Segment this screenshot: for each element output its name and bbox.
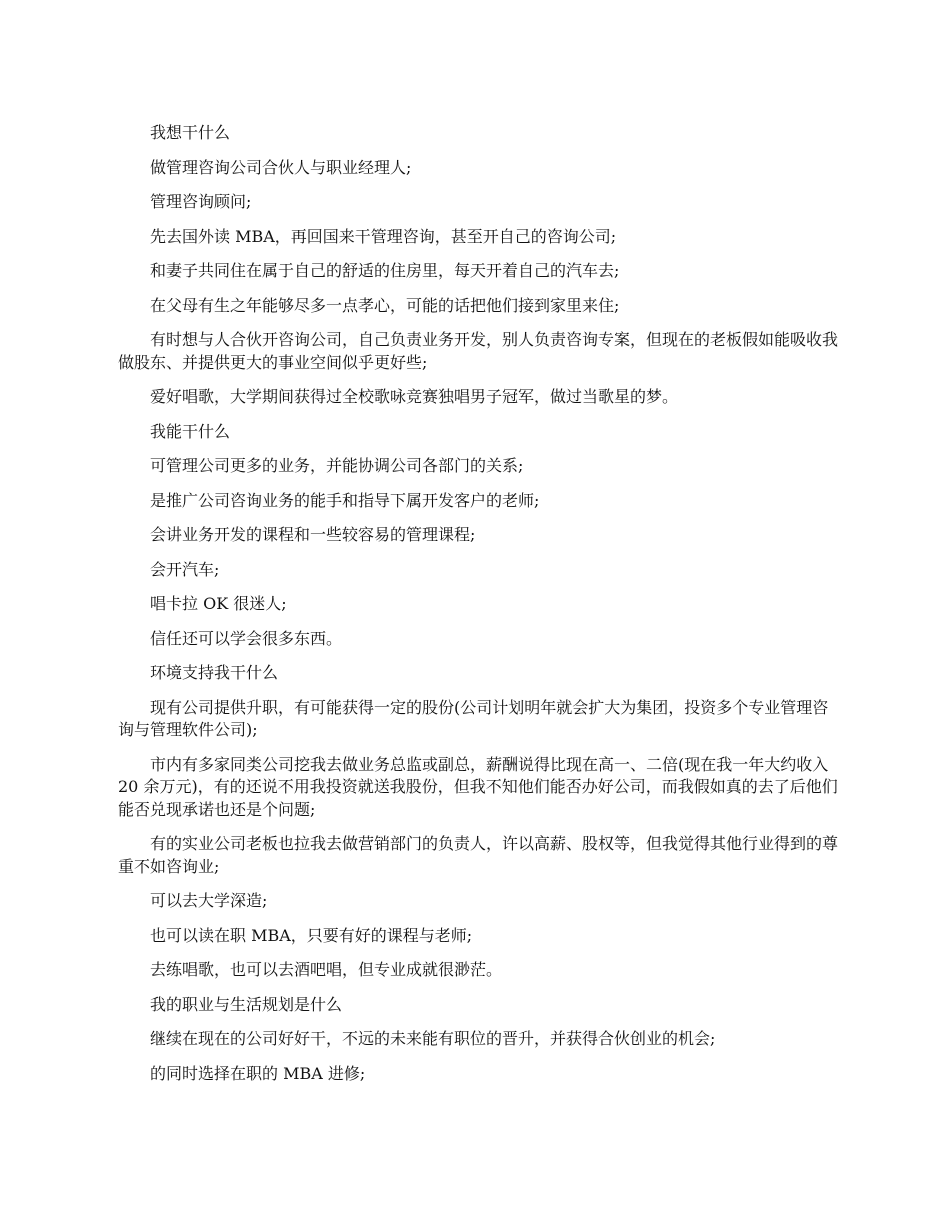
paragraph: 和妻子共同住在属于自己的舒适的住房里，每天开着自己的汽车去; (150, 261, 620, 280)
paragraph: 是推广公司咨询业务的能手和指导下属开发客户的老师; (150, 490, 540, 510)
paragraph: 市内有多家同类公司挖我去做业务总监或副总，薪酬说得比现在高一、二倍(现在我一年大约收入 20 余万元)，有的还说不用我投资就送我股份，但我不知他们能否办好公司，而我假如真的去了后他们能否兑现承诺也还是个问题; (118, 754, 838, 819)
paragraph: 现有公司提供升职，有可能获得一定的股份(公司计划明年就会扩大为集团，投资多个专业管理咨询与管理软件公司); (118, 697, 829, 739)
paragraph: 可管理公司更多的业务，并能协调公司各部门的关系; (150, 456, 524, 475)
paragraph: 做管理咨询公司合伙人与职业经理人; (150, 157, 412, 177)
paragraph: 爱好唱歌，大学期间获得过全校歌咏竞赛独唱男子冠军，做过当歌星的梦。 (150, 387, 679, 406)
paragraph: 去练唱歌，也可以去酒吧唱，但专业成就很渺茫。 (150, 960, 503, 979)
paragraph: 管理咨询顾问; (150, 192, 252, 211)
document-body (118, 122, 843, 1097)
paragraph: 唱卡拉 OK 很迷人; (150, 594, 287, 613)
paragraph: 在父母有生之年能够尽多一点孝心，可能的话把他们接到家里来住; (150, 295, 620, 315)
paragraph: 会讲业务开发的课程和一些较容易的管理课程; (150, 525, 476, 544)
heading-what-i-can-do: 我能干什么 (150, 421, 231, 441)
heading-environment-support: 环境支持我干什么 (150, 663, 279, 682)
paragraph: 先去国外读 MBA，再回国来干管理咨询，甚至开自己的咨询公司; (150, 226, 617, 246)
paragraph: 可以去大学深造; (150, 891, 268, 910)
paragraph: 信任还可以学会很多东西。 (150, 628, 343, 648)
paragraph: 也可以读在职 MBA，只要有好的课程与老师; (150, 925, 473, 945)
paragraph: 的同时选择在职的 MBA 进修; (150, 1063, 366, 1083)
paragraph: 继续在现在的公司好好干，不远的未来能有职位的晋升，并获得合伙创业的机会; (150, 1029, 716, 1048)
paragraph: 会开汽车; (150, 559, 220, 579)
paragraph: 有时想与人合伙开咨询公司，自己负责业务开发，别人负责咨询专案，但现在的老板假如能吸收我做股东、并提供更大的事业空间似乎更好些; (118, 330, 839, 372)
heading-career-life-plan: 我的职业与生活规划是什么 (150, 994, 343, 1014)
heading-what-i-want: 我想干什么 (150, 123, 231, 142)
paragraph: 有的实业公司老板也拉我去做营销部门的负责人，许以高薪、股权等，但我觉得其他行业得到的尊重不如咨询业; (118, 834, 839, 876)
